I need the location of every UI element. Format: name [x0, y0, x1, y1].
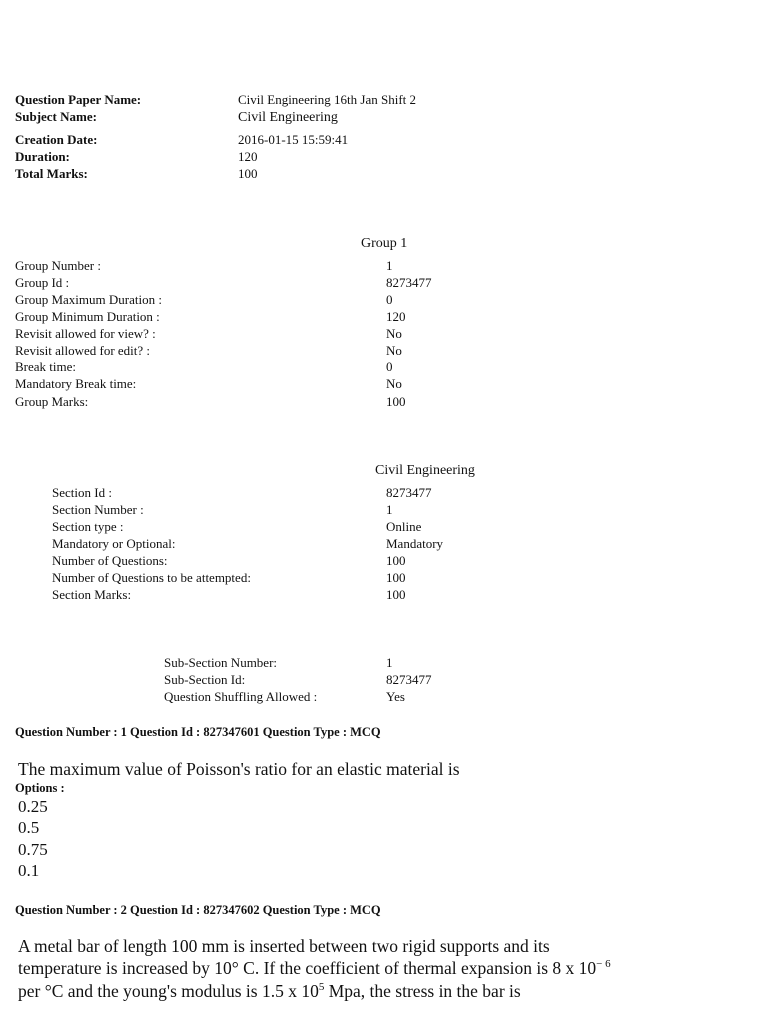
subject-name-label: Subject Name:: [15, 109, 97, 124]
question-1-text: The maximum value of Poisson's ratio for an elastic material is: [18, 759, 460, 779]
mandatory-break-label: Mandatory Break time:: [15, 376, 137, 391]
question-2-exponent-1: − 6: [596, 958, 611, 971]
subsection-number-label: Sub-Section Number:: [164, 655, 278, 670]
mandatory-optional-value: Mandatory: [386, 536, 444, 551]
question-2-header: Question Number : 2 Question Id : 827347602 Question Type : MCQ: [15, 903, 381, 917]
group-min-duration-label: Group Minimum Duration :: [15, 309, 160, 324]
section-marks-label: Section Marks:: [52, 587, 132, 602]
question-1-option-1[interactable]: 0.25: [18, 797, 48, 816]
questions-attempted-value: 100: [386, 570, 406, 585]
question-2-line-3-main: per °C and the young's modulus is 1.5 x 10: [18, 981, 319, 1001]
question-1-header: Question Number : 1 Question Id : 827347601 Question Type : MCQ: [15, 725, 381, 739]
group-marks-value: 100: [386, 394, 406, 409]
section-id-value: 8273477: [386, 485, 432, 500]
section-number-label: Section Number :: [52, 502, 144, 517]
question-2-exponent-2: 5: [318, 981, 325, 994]
section-marks-value: 100: [386, 587, 406, 602]
group-title: Group 1: [361, 236, 408, 251]
duration-value: 120: [238, 149, 258, 164]
group-id-label: Group Id :: [15, 275, 70, 290]
question-paper-name-label: Question Paper Name:: [15, 92, 142, 107]
subsection-id-label: Sub-Section Id:: [164, 672, 246, 687]
subsection-id-value: 8273477: [386, 672, 432, 687]
creation-date-label: Creation Date:: [15, 132, 98, 147]
mandatory-break-value: No: [386, 376, 402, 391]
group-min-duration-value: 120: [386, 309, 406, 324]
duration-label: Duration:: [15, 149, 70, 164]
group-max-duration-label: Group Maximum Duration :: [15, 292, 162, 307]
subject-name-value: Civil Engineering: [238, 110, 338, 125]
section-number-value: 1: [386, 502, 393, 517]
total-marks-label: Total Marks:: [15, 166, 88, 181]
question-2-line-3-end: Mpa, the stress in the bar is: [324, 981, 521, 1001]
group-marks-label: Group Marks:: [15, 394, 89, 409]
question-1-options-label: Options :: [15, 781, 65, 795]
number-of-questions-label: Number of Questions:: [52, 553, 168, 568]
question-2-text-line-2: [18, 958, 611, 979]
question-1-option-4[interactable]: 0.1: [18, 861, 40, 880]
question-1-option-3[interactable]: 0.75: [18, 840, 48, 859]
group-max-duration-value: 0: [386, 292, 393, 307]
question-2-text-line-1: A metal bar of length 100 mm is inserted between two rigid supports and its: [18, 936, 550, 956]
question-2-line-2-main: temperature is increased by 10° C. If the coefficient of thermal expansion is 8 x 10: [18, 958, 597, 978]
group-number-label: Group Number :: [15, 258, 101, 273]
questions-attempted-label: Number of Questions to be attempted:: [52, 570, 251, 585]
subsection-number-value: 1: [386, 655, 393, 670]
question-shuffling-value: Yes: [386, 689, 405, 704]
section-type-label: Section type :: [52, 519, 124, 534]
break-time-label: Break time:: [15, 359, 77, 374]
question-paper-name-value: Civil Engineering 16th Jan Shift 2: [238, 92, 417, 107]
section-type-value: Online: [386, 519, 422, 534]
number-of-questions-value: 100: [386, 553, 406, 568]
group-id-value: 8273477: [386, 275, 432, 290]
group-number-value: 1: [386, 258, 393, 273]
break-time-value: 0: [386, 359, 393, 374]
mandatory-optional-label: Mandatory or Optional:: [52, 536, 176, 551]
revisit-edit-label: Revisit allowed for edit? :: [15, 343, 151, 358]
question-shuffling-label: Question Shuffling Allowed :: [164, 689, 318, 704]
section-id-label: Section Id :: [52, 485, 112, 500]
revisit-edit-value: No: [386, 343, 402, 358]
revisit-view-label: Revisit allowed for view? :: [15, 326, 156, 341]
question-2-text-line-3: [18, 981, 521, 1002]
revisit-view-value: No: [386, 326, 402, 341]
total-marks-value: 100: [238, 166, 258, 181]
question-1-option-2[interactable]: 0.5: [18, 818, 40, 837]
section-title: Civil Engineering: [375, 463, 475, 478]
creation-date-value: 2016-01-15 15:59:41: [238, 132, 349, 147]
